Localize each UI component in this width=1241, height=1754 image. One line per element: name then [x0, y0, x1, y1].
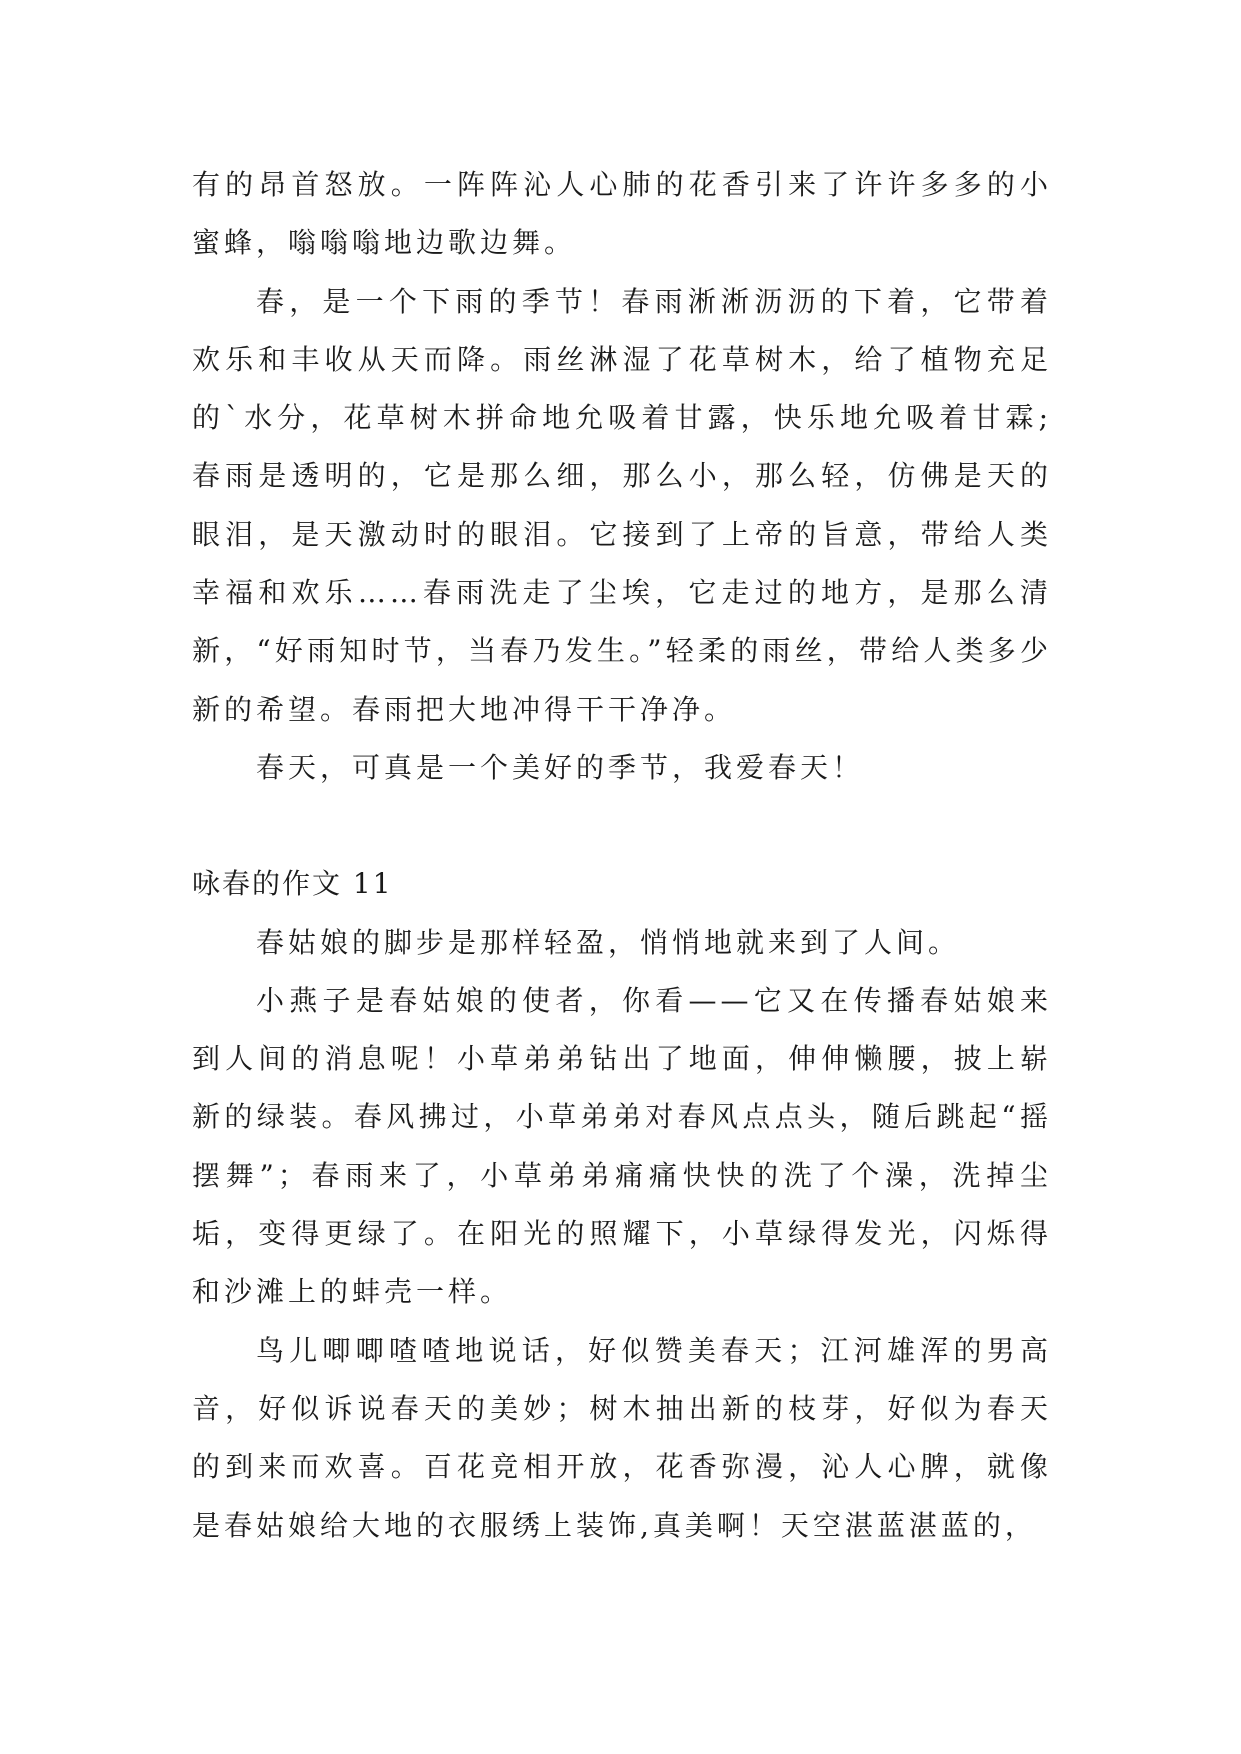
paragraph-11-3: 鸟儿唧唧喳喳地说话，好似赞美春天；江河雄浑的男高音，好似诉说春天的美妙；树木抽出新的枝芽，好似为春天的到来而欢喜。百花竞相开放，花香弥漫，沁人心脾，就像是春姑娘给大地的衣服绣上装饰,真美啊！天空湛蓝湛蓝的，: [192, 1333, 1052, 1542]
document-body: [192, 156, 1052, 1555]
section-heading: 咏春的作文 11: [192, 867, 393, 901]
paragraph-11-2: 小燕子是春姑娘的使者，你看——它又在传播春姑娘来到人间的消息呢！小草弟弟钻出了地面，伸伸懒腰，披上崭新的绿装。春风拂过，小草弟弟对春风点点头，随后跳起“摇摆舞”；春雨来了，小草弟弟痛痛快快的洗了个澡，洗掉尘垢，变得更绿了。在阳光的照耀下，小草绿得发光，闪烁得和沙滩上的蚌壳一样。: [192, 983, 1052, 1309]
section-gap: [192, 797, 1052, 855]
paragraph-11-1: 春姑娘的脚步是那样轻盈，悄悄地就来到了人间。: [256, 925, 961, 959]
paragraph-prev-1: 有的昂首怒放。一阵阵沁人心肺的花香引来了许许多多的小蜜蜂，嗡嗡嗡地边歌边舞。: [192, 168, 1052, 260]
paragraph-prev-2: 春，是一个下雨的季节！春雨淅淅沥沥的下着，它带着欢乐和丰收从天而降。雨丝淋湿了花草树木，给了植物充足的`水分，花草树木拼命地允吸着甘露，快乐地允吸着甘霖;春雨是透明的，它是那么细，那么小，那么轻，仿佛是天的眼泪，是天激动时的眼泪。它接到了上帝的旨意，带给人类幸福和欢乐……春雨洗走了尘埃，它走过的地方，是那么清新，“好雨知时节，当春乃发生。”轻柔的雨丝，带给人类多少新的希望。春雨把大地冲得干干净净。: [192, 284, 1052, 726]
paragraph-prev-3: 春天，可真是一个美好的季节，我爱春天！: [256, 750, 865, 784]
